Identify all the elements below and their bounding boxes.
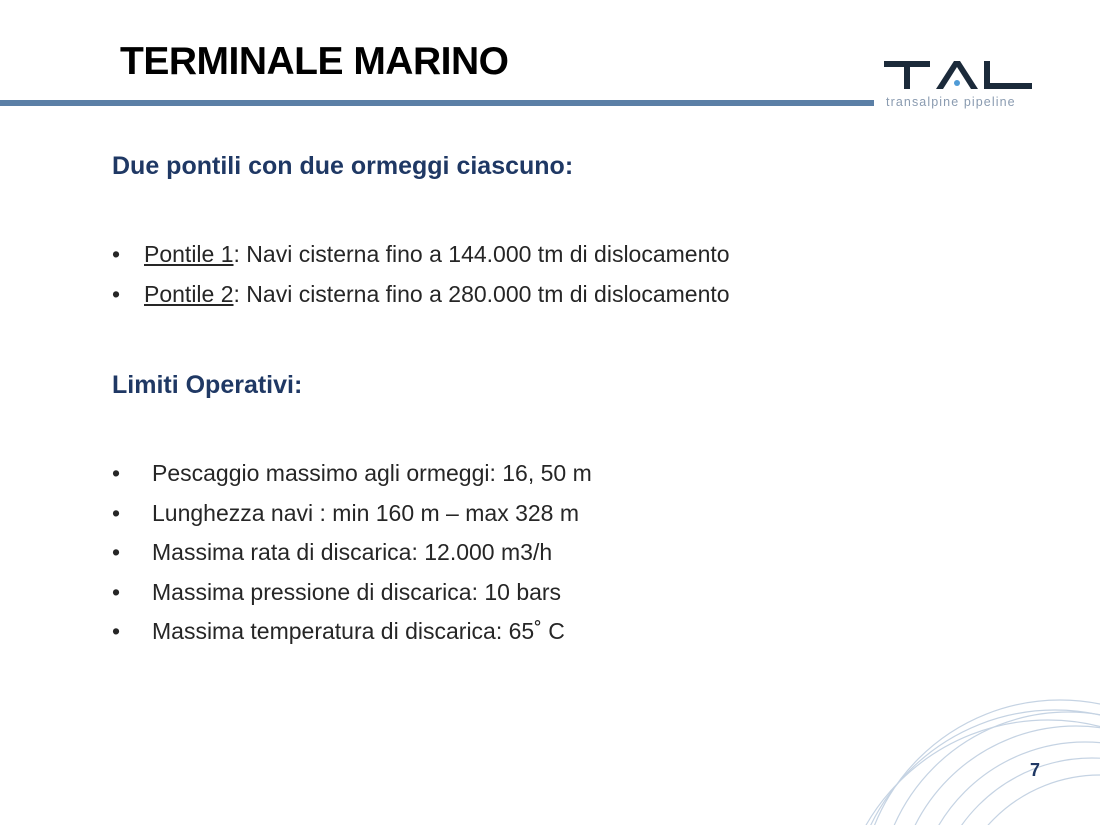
list-item-text: Massima temperatura di discarica: 65˚ C — [152, 618, 565, 644]
pontile-label: Pontile 2 — [144, 280, 234, 307]
list-item — [112, 454, 592, 494]
bullet: • — [112, 578, 121, 605]
list-item — [112, 612, 592, 652]
list-item-text: Pescaggio massimo agli ormeggi: 16, 50 m — [152, 460, 592, 486]
bullet: • — [112, 499, 121, 526]
pontile-label: Pontile 1 — [144, 241, 234, 267]
list-item — [112, 235, 730, 275]
bullet: • — [112, 460, 121, 486]
pontili-list — [112, 235, 730, 314]
bullet: • — [112, 280, 121, 307]
list-item-text: : Navi cisterna fino a 144.000 tm di dislocamento — [233, 241, 730, 267]
bullet: • — [112, 241, 121, 267]
section-heading-limiti: Limiti Operativi: — [112, 371, 303, 399]
list-item — [112, 533, 592, 573]
limiti-list — [112, 454, 592, 652]
title-underline-rule — [0, 100, 874, 106]
slide-title: TERMINALE MARINO — [120, 40, 509, 83]
logo-tagline: transalpine pipeline — [886, 95, 1016, 109]
bullet: • — [112, 539, 121, 565]
list-item — [112, 573, 592, 613]
tal-logo — [880, 55, 1040, 115]
list-item-text: : Navi cisterna fino a 280.000 tm di dislocamento — [233, 280, 730, 307]
list-item-text: Massima pressione di discarica: 10 bars — [152, 578, 562, 605]
bullet: • — [112, 618, 121, 644]
tal-wordmark-graphic — [880, 55, 1040, 95]
list-item-text: Lunghezza navi : min 160 m – max 328 m — [152, 499, 580, 526]
list-item — [112, 275, 730, 315]
page-number: 7 — [1030, 760, 1041, 780]
section-heading-pontili: Due pontili con due ormeggi ciascuno: — [112, 152, 574, 180]
decorative-arcs-graphic — [830, 680, 1100, 825]
list-item — [112, 494, 592, 534]
list-item-text: Massima rata di discarica: 12.000 m3/h — [152, 539, 553, 565]
